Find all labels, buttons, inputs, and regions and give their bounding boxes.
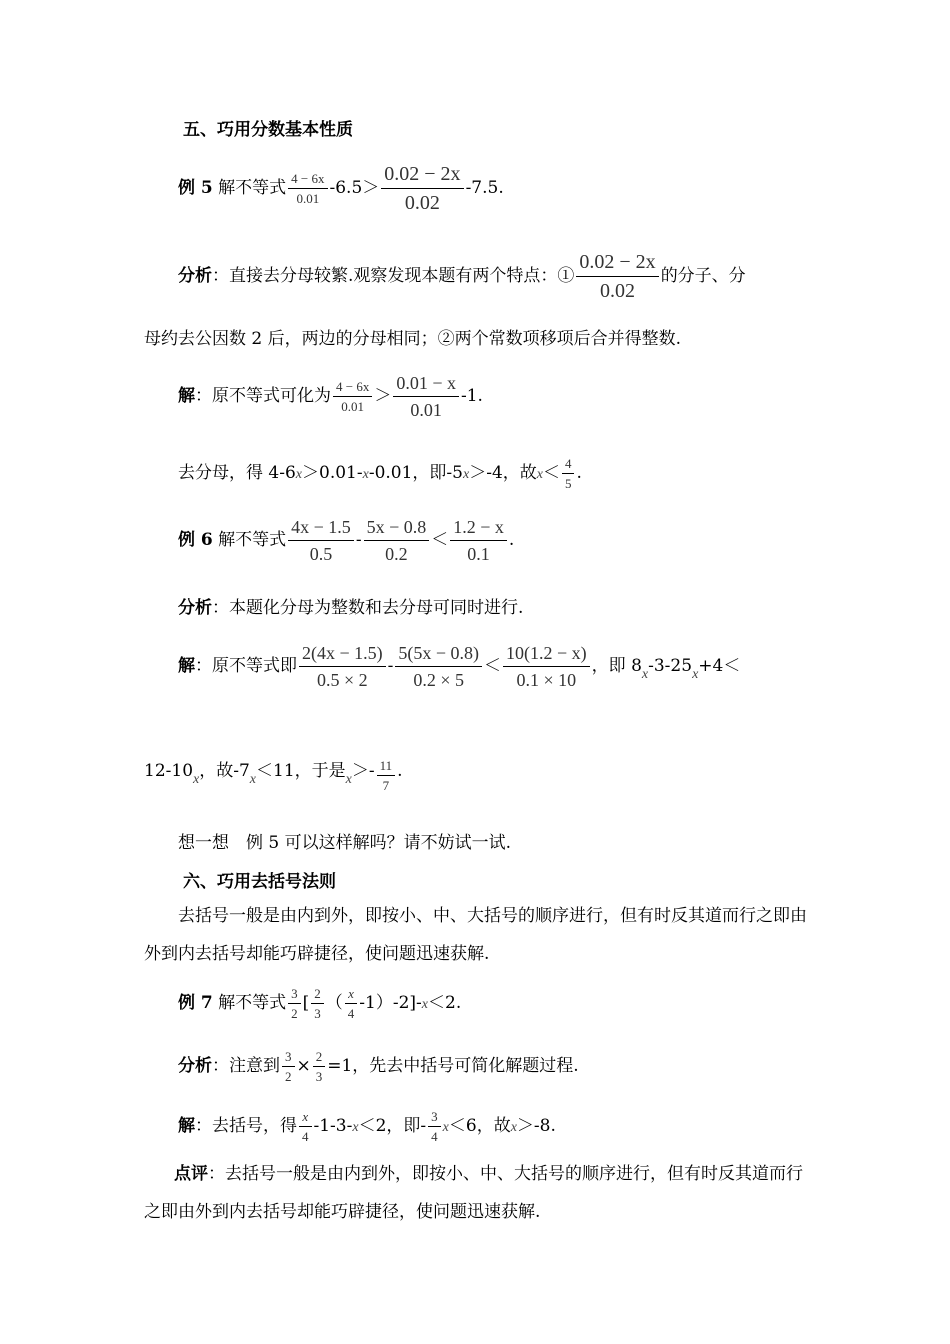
- solution-7: 解：去括号，得 $\frac{x}{4}$ -1-3-x＜2，即- $\frac{3}{4}$ x＜6，故x＞-8.: [178, 1109, 556, 1144]
- fraction: $\frac{2}{3}$: [311, 986, 324, 1021]
- fraction: $\frac{4}{5}$: [562, 456, 575, 491]
- fraction: $\frac{3}{2}$: [288, 986, 301, 1021]
- fraction: $\frac{10(1.2 - x)}{0.1 \times 10}$: [503, 642, 590, 691]
- solution-label: 解: [178, 656, 195, 676]
- fraction: $\frac{5x - 0.8}{0.2}$: [364, 516, 430, 565]
- fraction: $\frac{11}{7}$: [377, 758, 396, 793]
- solution-5-step: 去分母，得 4-6x＞0.01-x-0.01，即-5x＞-4，故x＜ $\frac{4}{5}$ .: [178, 456, 582, 491]
- solution-6: 解：原不等式即 $\frac{2(4x - 1.5)}{0.5 \times 2}$ - $\frac{5(5x - 0.8)}{0.2 \times 5}$ ＜ $\frac{10(1.2 - x)}{0.1 \times 10}$ ，即 $8_x-3-25_x+4<$: [178, 643, 741, 690]
- section-6-heading: 六、巧用去括号法则: [183, 872, 336, 892]
- fraction: $\frac{3}{4}$: [428, 1109, 441, 1144]
- solution-label: 解: [178, 386, 195, 406]
- fraction: $\frac{x}{4}$: [345, 986, 358, 1021]
- example-5-label: 例 5: [178, 178, 213, 198]
- fraction: $\frac{1.2 - x}{0.1}$: [450, 516, 507, 565]
- fraction: $\frac{0.02 - 2x}{0.02}$: [381, 162, 463, 215]
- fraction: $\frac{4x - 1.5}{0.5}$: [288, 516, 354, 565]
- comment-label: 点评: [174, 1164, 208, 1184]
- section-6-paragraph: 去括号一般是由内到外，即按小、中、大括号的顺序进行，但有时反其道而行之即由外到内去括号却能巧辟捷径，使问题迅速获解.: [144, 906, 807, 964]
- example-7-label: 例 7: [178, 993, 213, 1013]
- comment: 点评：去括号一般是由内到外，即按小、中、大括号的顺序进行，但有时反其道而行之即由外到内去括号却能巧辟捷径，使问题迅速获解.: [144, 1164, 803, 1222]
- analysis-7: 分析：注意到 $\frac{3}{2}$ × $\frac{2}{3}$ =1，先去中括号可简化解题过程.: [178, 1049, 579, 1084]
- solution-label: 解: [178, 1116, 195, 1136]
- analysis-5: 分析：直接去分母较繁.观察发现本题有两个特点：① $\frac{0.02 - 2x}{0.02}$ 的分子、分: [178, 251, 746, 302]
- analysis-label: 分析: [178, 598, 212, 618]
- analysis-label: 分析: [178, 1056, 212, 1076]
- analysis-5-line-2: 母约去公因数 2 后，两边的分母相同；②两个常数项移项后合并得整数.: [144, 329, 682, 349]
- analysis-6: 分析：本题化分母为整数和去分母可同时进行.: [178, 598, 524, 618]
- fraction: $\frac{3}{2}$: [282, 1049, 295, 1084]
- think-note: 想一想 例 5 可以这样解吗？请不妨试一试.: [178, 833, 512, 853]
- example-6-label: 例 6: [178, 530, 213, 550]
- example-6: 例 6 解不等式 $\frac{4x - 1.5}{0.5}$ - $\frac{5x - 0.8}{0.2}$ ＜ $\frac{1.2 - x}{0.1}$ .: [178, 517, 515, 564]
- example-7: 例 7 解不等式 $\frac{3}{2}$ [ $\frac{2}{3}$ （ $\frac{x}{4}$ -1）-2]-x＜2.: [178, 986, 462, 1021]
- solution-6-continued: $12-10_x$，故$-7_x<11$，于是$_x$＞- $\frac{11}{7}$ .: [144, 758, 403, 793]
- fraction: $\frac{4 - 6x}{0.01}$: [288, 171, 327, 206]
- analysis-label: 分析: [178, 266, 212, 286]
- example-5-lead: 解不等式: [218, 178, 287, 198]
- fraction: $\frac{4 - 6x}{0.01}$: [333, 379, 372, 414]
- fraction: $\frac{2}{3}$: [313, 1049, 326, 1084]
- example-5: 例 5 解不等式 $\frac{4 - 6x}{0.01}$ -6.5＞ $\frac{0.02 - 2x}{0.02}$ -7.5.: [178, 163, 504, 214]
- solution-5: 解：原不等式可化为 $\frac{4 - 6x}{0.01}$ ＞ $\frac{0.01 - x}{0.01}$ -1.: [178, 373, 483, 420]
- fraction: $\frac{5(5x - 0.8)}{0.2 \times 5}$: [395, 642, 482, 691]
- fraction: $\frac{2(4x - 1.5)}{0.5 \times 2}$: [299, 642, 386, 691]
- section-5-heading: 五、巧用分数基本性质: [183, 120, 353, 140]
- fraction: $\frac{0.01 - x}{0.01}$: [393, 372, 459, 421]
- fraction: $\frac{0.02 - 2x}{0.02}$: [576, 250, 658, 303]
- fraction: $\frac{x}{4}$: [299, 1109, 312, 1144]
